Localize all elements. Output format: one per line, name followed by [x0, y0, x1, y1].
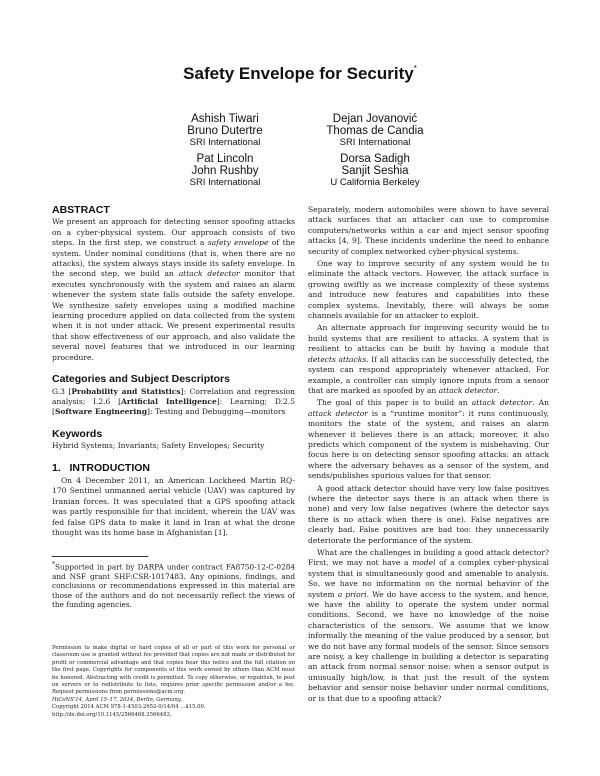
author-name: Dorsa Sadigh: [340, 153, 410, 165]
body-paragraph: An alternate approach for improving security would be to build systems that are resilient to attacks. A system that is resilient to attacks can be built by having a module that detects attacks. If all attacks can be successfully detected, the system can respond appropriately whenever attacked. For example, a controller can simply ignore inputs from a sensor that are marked as spoofed by an attack detector.: [308, 323, 549, 395]
doi-line: http://dx.doi.org/10.1145/2566468.2566483.: [52, 711, 172, 718]
paper-title: [0, 64, 600, 84]
footnote-mark: *: [52, 561, 56, 568]
intro-paragraph: On 4 December 2011, an American Lockheed Martin RQ-170 Sentinel unmanned aerial vehicle (UAV) was captured by Iranian forces. It was speculated that a GPS spoofing attack was partly responsible for that incident, wherein the UAV was fed false GPS data to make it land in Iran at what the drone thought was its home base in Afghanistan [1].: [52, 475, 295, 537]
author-name: Bruno Dutertre: [187, 125, 263, 137]
author-affiliation: SRI International: [189, 177, 261, 188]
author-name: Ashish Tiwari: [191, 113, 259, 125]
author-affiliation: SRI International: [339, 137, 411, 148]
title-footnote-mark: *: [413, 64, 417, 73]
author-affiliation: SRI International: [189, 137, 261, 148]
author-name: John Rushby: [191, 165, 259, 177]
author-block-3: [150, 153, 300, 189]
body-paragraph: One way to improve security of any system would be to eliminate the attack vectors. However, the attack surface is growing swiftly as we increase complexity of these systems and introduce new features and capabilities into these complex systems. Inevitably, there will always be some channels available for an attacker to exploit.: [308, 259, 549, 321]
copyright-line: Copyright 2014 ACM 978-1-4503-2652-0/14/04 ...$15.00.: [52, 704, 206, 711]
footnote: [52, 560, 295, 609]
author-block-2: [300, 113, 450, 149]
author-affiliation: U California Berkeley: [330, 177, 420, 188]
categories-heading: Categories and Subject Descriptors: [52, 373, 230, 386]
abstract-heading: ABSTRACT: [52, 204, 110, 216]
permission-text: Permission to make digital or hard copies of all or part of this work for personal or classroom use is granted without fee provided that copies are not made or distributed for profit or commercial advantage and that copies bear this notice and the full citation on the first page. Copyrights for components of this work owned by others than ACM must be honored. Abstracting with credit is permitted. To copy otherwise, or republish, to post on servers or to redistribute to lists, requires prior specific permission and/or a fee. Request permissions from permissions@acm.org.: [52, 645, 295, 696]
footnote-rule: [52, 556, 148, 557]
body-paragraph: The goal of this paper is to build an attack detector. An attack detector is a “runtime monitor”: it runs continuously, monitors the state of the system, and raises an alarm whenever it believes there is an attack; moreover, it also predicts which component of the system is misbehaving. Our focus here is on detecting sensor spoofing attacks: an attack where the adversary behaves as a sensor of the system, and sends/publishes spurious values for that sensor.: [308, 398, 549, 481]
introduction-heading: 1. INTRODUCTION: [52, 461, 151, 474]
body-paragraph: Separately, modern automobiles were shown to have several attack surfaces that an attacker can use to compromise computers/networks within a car and inject sensor spoofing attacks [4, 9]. These incidents underline the need to enhance security of complex networked cyber-physical systems.: [308, 205, 549, 256]
author-name: Pat Lincoln: [196, 153, 254, 165]
right-column: [308, 205, 549, 706]
permission-block: [52, 645, 295, 719]
venue-line: HiCoNS'14, April 15–17, 2014, Berlin, Germany.: [52, 696, 182, 703]
author-name: Sanjit Seshia: [341, 165, 409, 177]
categories-text: G.3 [Probability and Statistics]: Correlation and regression analysis; I.2.6 [Artificial Intelligence]: Learning; D.2.5 [Software Engineering]: Testing and Debugging—monitors: [52, 386, 296, 417]
author-name: Thomas de Candia: [326, 125, 424, 137]
footnote-text: Supported in part by DARPA under contract FA8750-12-C-0284 and NSF grant SHF:CSR-1017483. Any opinions, findings, and conclusions or recommendations expressed in this material are those of the authors and do not necessarily reflect the views of the funding agencies.: [52, 562, 295, 610]
author-block-4: [300, 153, 450, 189]
paper-title-text: Safety Envelope for Security: [183, 64, 414, 83]
body-paragraph: A good attack detector should have very low false positives (where the detector says there is an attack when there is none) and very low false negatives (where the detector says there is no attack when there is one). False negatives are clearly bad. False positives are bad too: they unnecessarily deteriorate the performance of the system.: [308, 483, 549, 545]
author-block-1: [150, 113, 300, 149]
keywords-heading: Keywords: [52, 427, 103, 440]
left-column: [52, 205, 295, 540]
keywords-text: Hybrid Systems; Invariants; Safety Envelopes; Security: [52, 441, 265, 451]
author-name: Dejan Jovanović: [332, 113, 418, 125]
body-paragraph: What are the challenges in building a good attack detector? First, we may not have a model of a complex cyber-physical system that is simultaneously good and amenable to analysis. So, we have no information on the normal behavior of the system a priori. We do have access to the system, and hence, we have the ability to operate the system under normal conditions. Second, we have no knowledge of the noise characteristics of the sensors. We assume that we know informally the meaning of the value produced by a sensor, but we do not have any formal models of the sensor. Since sensors are noisy, a key challenge in building a detector is separating an attack from normal sensor noise: when a sensor output is unusually high/low, is that just the result of the system behavior and sensor noise behavior under normal conditions, or is that due to a spoofing attack?: [308, 548, 550, 703]
abstract-text: We present an approach for detecting sensor spoofing attacks on a cyber-physical system. Our approach consists of two steps. In the first step, we construct a safety envelope of the system. Under nominal conditions (that is, when there are no attacks), the system always stays inside its safety envelope. In the second step, we build an attack detector monitor that executes synchronously with the system and raises an alarm whenever the system state falls outside the safety envelope. We synthesize safety envelopes using a modified machine learning procedure applied on data collected from the system when it is not under attack. We present experimental results that show effectiveness of our approach, and also validate the several novel features that we introduced in our learning procedure.: [52, 217, 295, 362]
